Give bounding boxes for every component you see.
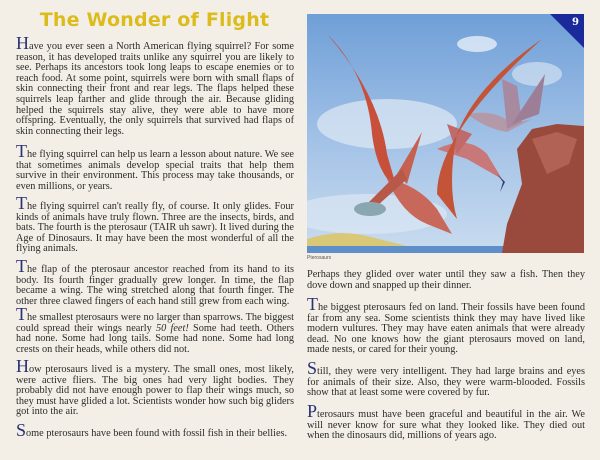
drop-cap: T: [16, 193, 27, 213]
paragraph-text: he flying squirrel can help us learn a lesson about nature. We see that sometimes animals develop special traits that help them survive in their environment. This process may take thousands, or even millions, or years.: [16, 149, 294, 192]
page-number-badge: [550, 14, 584, 48]
paragraph-text: ow pterosaurs lived is a mystery. The small ones, most likely, were active fliers. The big ones had very light bodies. They probably did not have enough power to flap their wings much, so they must have glided a lot. Scientists wonder how such big gliders got into the air.: [16, 364, 294, 418]
drop-cap: S: [16, 420, 27, 440]
paragraph: [16, 356, 294, 418]
paragraph-text: till, they were very intelligent. They had large brains and eyes for animals of their size. Also, they were warm-blooded. Fossils show that at least some were covered by fur.: [307, 366, 585, 399]
paragraph: [307, 270, 585, 291]
figure-caption: Pterosaurs: [307, 255, 332, 261]
paragraph: [16, 193, 294, 255]
paragraph: [307, 358, 585, 399]
paragraph-text: terosaurs must have been graceful and beautiful in the air. We will never know for sure what they looked like. They died out when the dinosaurs did, millions of years ago.: [307, 409, 585, 442]
drop-cap: T: [16, 141, 27, 161]
paragraph: [16, 141, 294, 192]
paragraph-text: ave you ever seen a North American flying squirrel? For some reason, it has developed traits unlike any squirrel you are likely to see. Perhaps its ancestors took long leaps to escape enemies or to reach food. At some point, squirrels were born with small flaps of skin connecting their front and rear legs. The flaps helped these squirrels leap farther and glide through the air. Because gliding helped the squirrels stay alive, they were able to have more offspring. Eventually, the only squirrels that survived had flaps of skin connecting their legs.: [16, 41, 294, 137]
page-title: The Wonder of Flight: [39, 9, 270, 31]
drop-cap: T: [307, 294, 318, 314]
page-number: 9: [572, 17, 579, 28]
paragraph-text: he smallest pterosaurs were no larger than sparrows. The biggest could spread their wings nearly: [16, 312, 294, 334]
paragraph: [16, 256, 294, 307]
drop-cap: H: [16, 33, 29, 53]
drop-cap: P: [307, 401, 318, 421]
drop-cap: T: [16, 256, 27, 276]
paragraph: [16, 33, 294, 137]
pterosaur-painting: [307, 14, 584, 253]
paragraph: [307, 294, 585, 356]
paragraph-text: Some had teeth. Others had none. Some had long tails. Some had none. Some had long crests on their heads, while others did not.: [16, 322, 294, 355]
emphasis: 50 feet!: [156, 322, 189, 334]
drop-cap: T: [16, 304, 27, 324]
paragraph-text: ome pterosaurs have been found with fossil fish in their bellies.: [26, 428, 288, 439]
paragraph: [307, 401, 585, 442]
pterosaur-illustration: [307, 14, 584, 253]
drop-cap: S: [307, 358, 318, 378]
paragraph: [16, 420, 294, 440]
paragraph-text: Perhaps they glided over water until they saw a fish. Then they dove down and snapped up their dinner.: [307, 269, 585, 291]
paragraph: [16, 304, 294, 355]
paragraph-text: he flying squirrel can't really fly, of course. It only glides. Four kinds of animals have truly flown. Three are the insects, birds, and bats. The fourth is the pterosaur (TAIR uh sawr). It lived during the Age of Dinosaurs. It may have been the most wonderful of all the flying animals.: [16, 201, 294, 255]
paragraph-text: he biggest pterosaurs fed on land. Their fossils have been found far from any sea. Some scientists think they may have lived like modern vultures. They may have eaten animals that were already dead. No one knows how the giant pterosaurs moved on land, made nests, or cared for their young.: [307, 302, 585, 356]
paragraph-text: he flap of the pterosaur ancestor reached from its hand to its body. Its fourth finger gradually grew longer. In time, the flap became a wing. The wing stretched along that fourth finger. The other three clawed fingers of each hand still grew from each wing.: [16, 264, 294, 307]
drop-cap: H: [16, 356, 29, 376]
